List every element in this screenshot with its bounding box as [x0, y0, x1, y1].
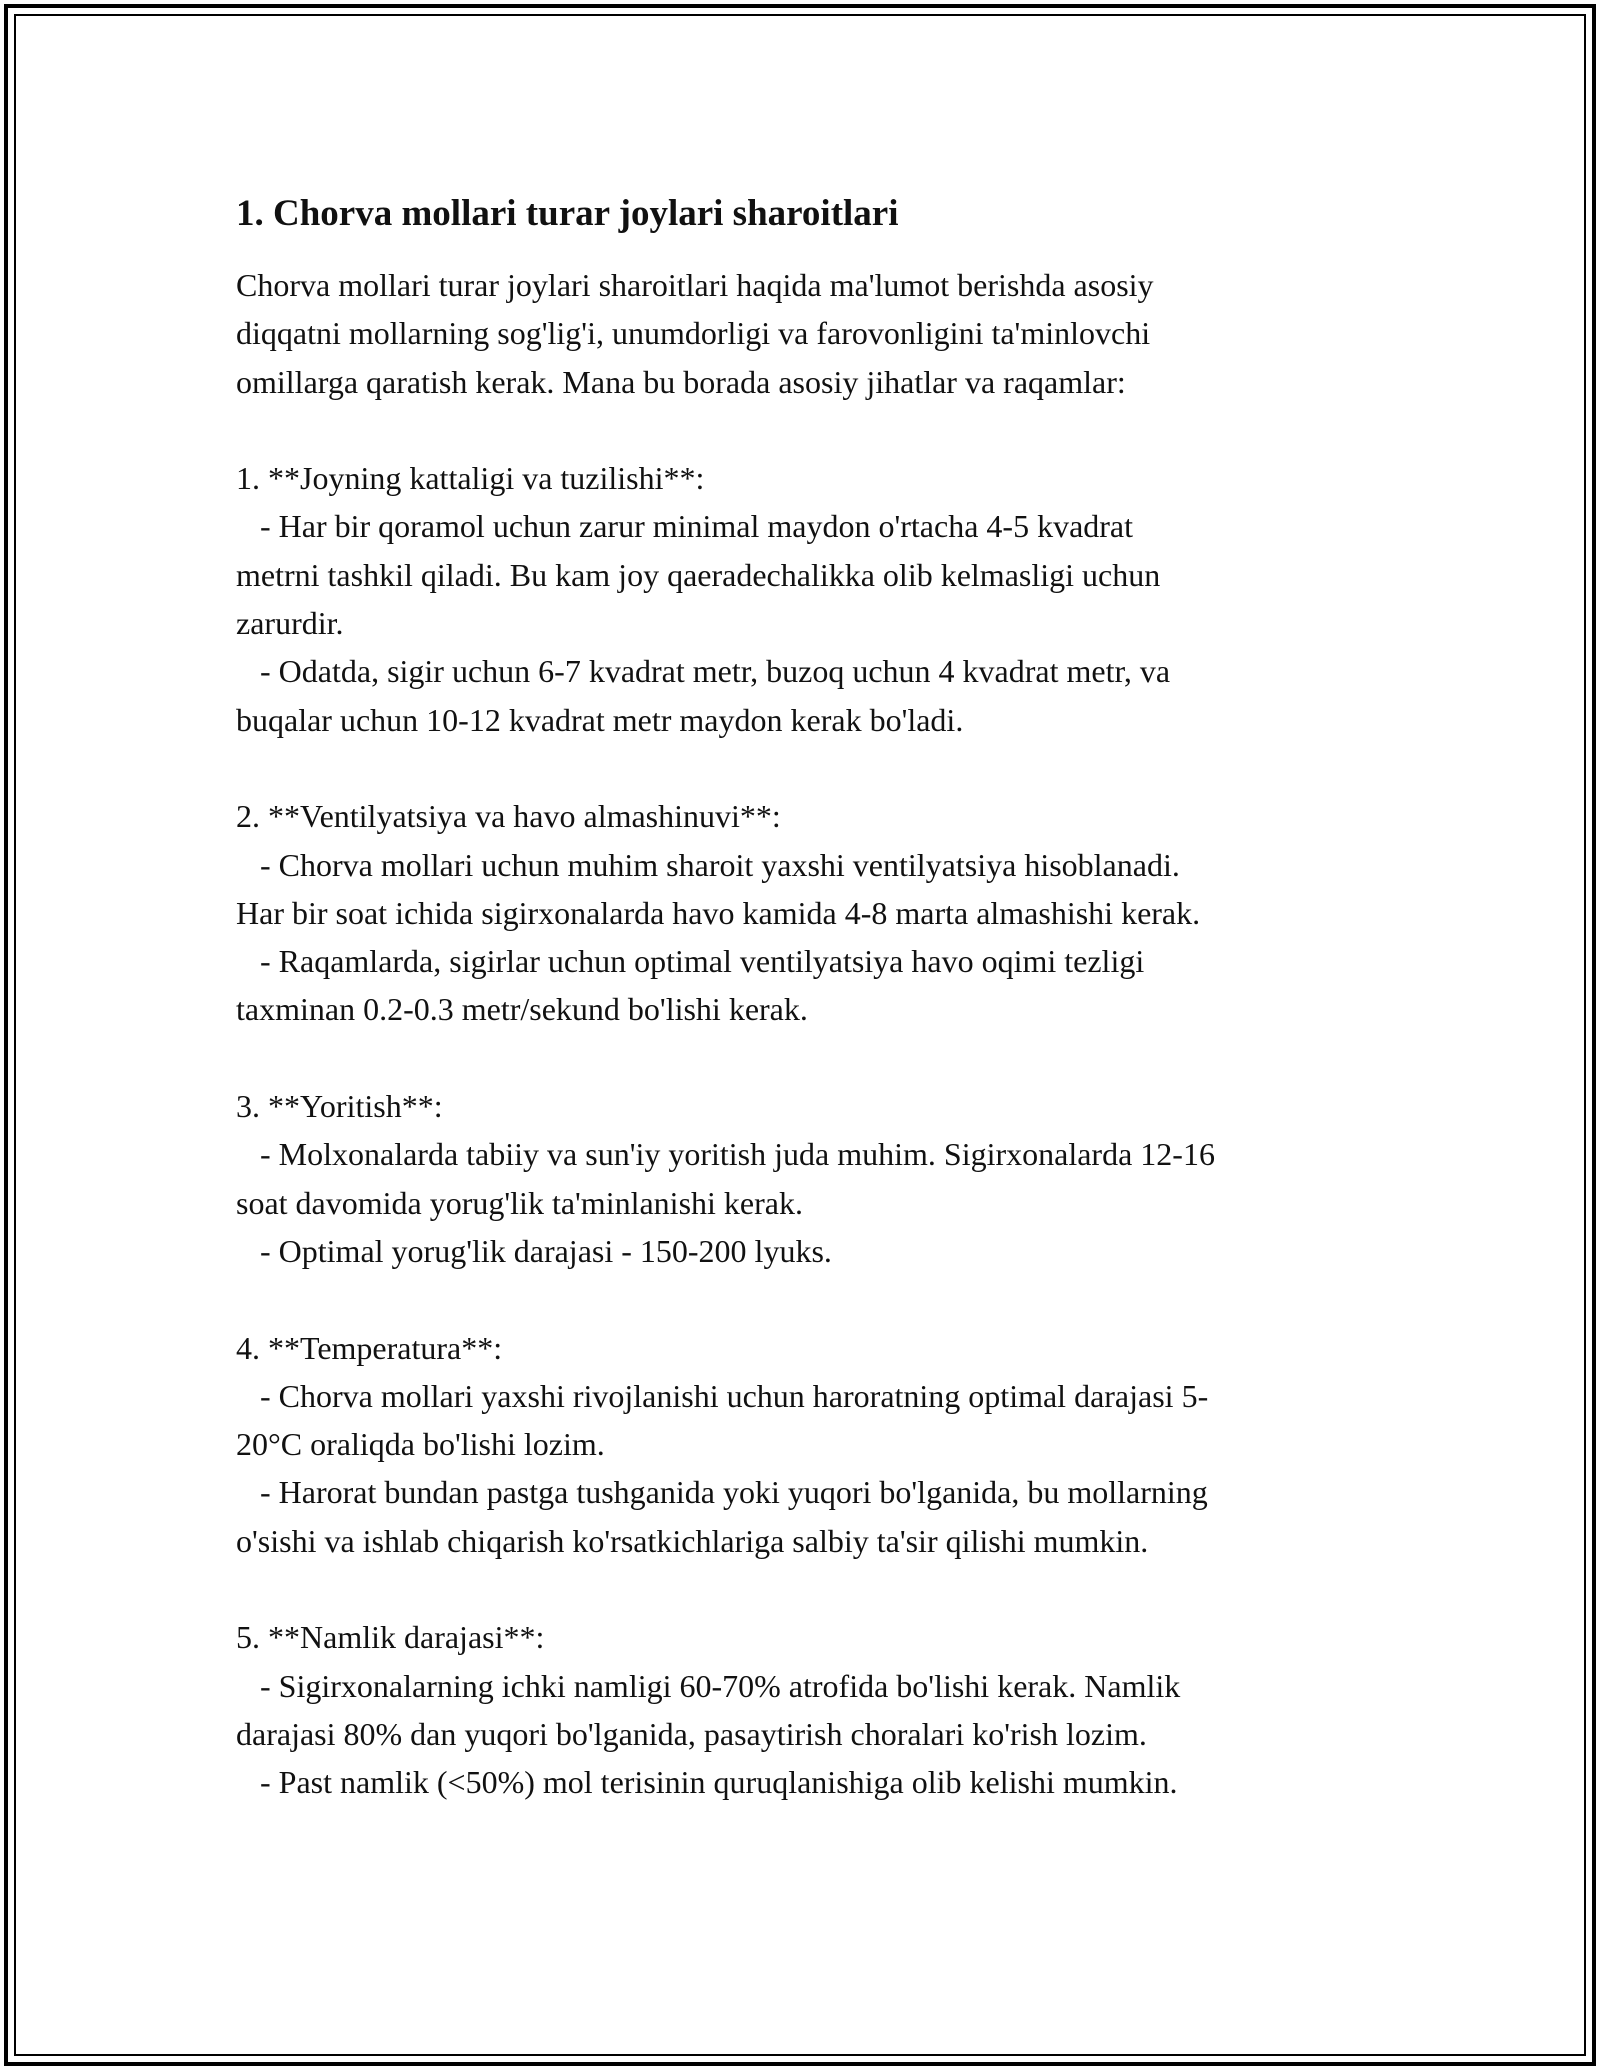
blank-line — [236, 406, 1366, 454]
document-title: 1. Chorva mollari turar joylari sharoitlari — [236, 193, 899, 234]
section-5 — [236, 1613, 1366, 1806]
section-text: - Har bir qoramol uchun zarur minimal maydon o'rtacha 4-5 kvadrat metrni tashkil qiladi. Bu kam joy qaeradechalikka olib kelmasligi uchun zarurdir. - Odatda, sigir uchun 6-7 kvadrat metr, buzoq uchun 4 kvadrat metr, va buqalar uchun 10-12 kvadrat metr maydon kerak bo'ladi. — [236, 508, 1171, 738]
document-body — [236, 186, 1366, 1807]
section-1 — [236, 454, 1366, 744]
blank-line — [236, 1034, 1366, 1082]
blank-line — [236, 744, 1366, 792]
section-4 — [236, 1324, 1366, 1565]
section-heading: 3. **Yoritish**: — [236, 1088, 443, 1125]
section-text: - Chorva mollari uchun muhim sharoit yaxshi ventilyatsiya hisoblanadi. Har bir soat ichida sigirxonalarda havo kamida 4-8 marta almashishi kerak. - Raqamlarda, sigirlar uchun optimal ventilyatsiya havo oqimi tezligi taxminan 0.2-0.3 metr/sekund bo'lishi kerak. — [236, 846, 1201, 1028]
intro-paragraph: Chorva mollari turar joylari sharoitlari haqida ma'lumot berishda asosiy diqqatni mollarning sog'lig'i, unumdorligi va farovonligini ta'minlovchi omillarga qaratish kerak. Mana bu borada asosiy jihatlar va raqamlar: — [236, 267, 1154, 400]
blank-line — [236, 1565, 1366, 1613]
section-heading: 5. **Namlik darajasi**: — [236, 1619, 545, 1656]
section-3 — [236, 1082, 1366, 1275]
section-text: - Molxonalarda tabiiy va sun'iy yoritish juda muhim. Sigirxonalarda 12-16 soat davomida yorug'lik ta'minlanishi kerak. - Optimal yorug'lik darajasi - 150-200 lyuks. — [236, 1136, 1215, 1269]
section-heading: 1. **Joyning kattaligi va tuzilishi**: — [236, 460, 705, 497]
section-heading: 2. **Ventilyatsiya va havo almashinuvi**: — [236, 798, 781, 835]
blank-line — [236, 1275, 1366, 1323]
section-heading: 4. **Temperatura**: — [236, 1329, 503, 1366]
section-text: - Chorva mollari yaxshi rivojlanishi uchun haroratning optimal darajasi 5- 20°C oraliqda bo'lishi lozim. - Harorat bundan pastga tushganida yoki yuqori bo'lganida, bu mollarning o'sishi va ishlab chiqarish ko'rsatkichlariga salbiy ta'sir qilishi mumkin. — [236, 1377, 1209, 1559]
section-2 — [236, 792, 1366, 1033]
section-text: - Sigirxonalarning ichki namligi 60-70% atrofida bo'lishi kerak. Namlik darajasi 80% dan yuqori bo'lganida, pasaytirish choralari ko'rish lozim. - Past namlik (<50%) mol terisinin quruqlanishiga olib kelishi mumkin. — [236, 1667, 1181, 1801]
